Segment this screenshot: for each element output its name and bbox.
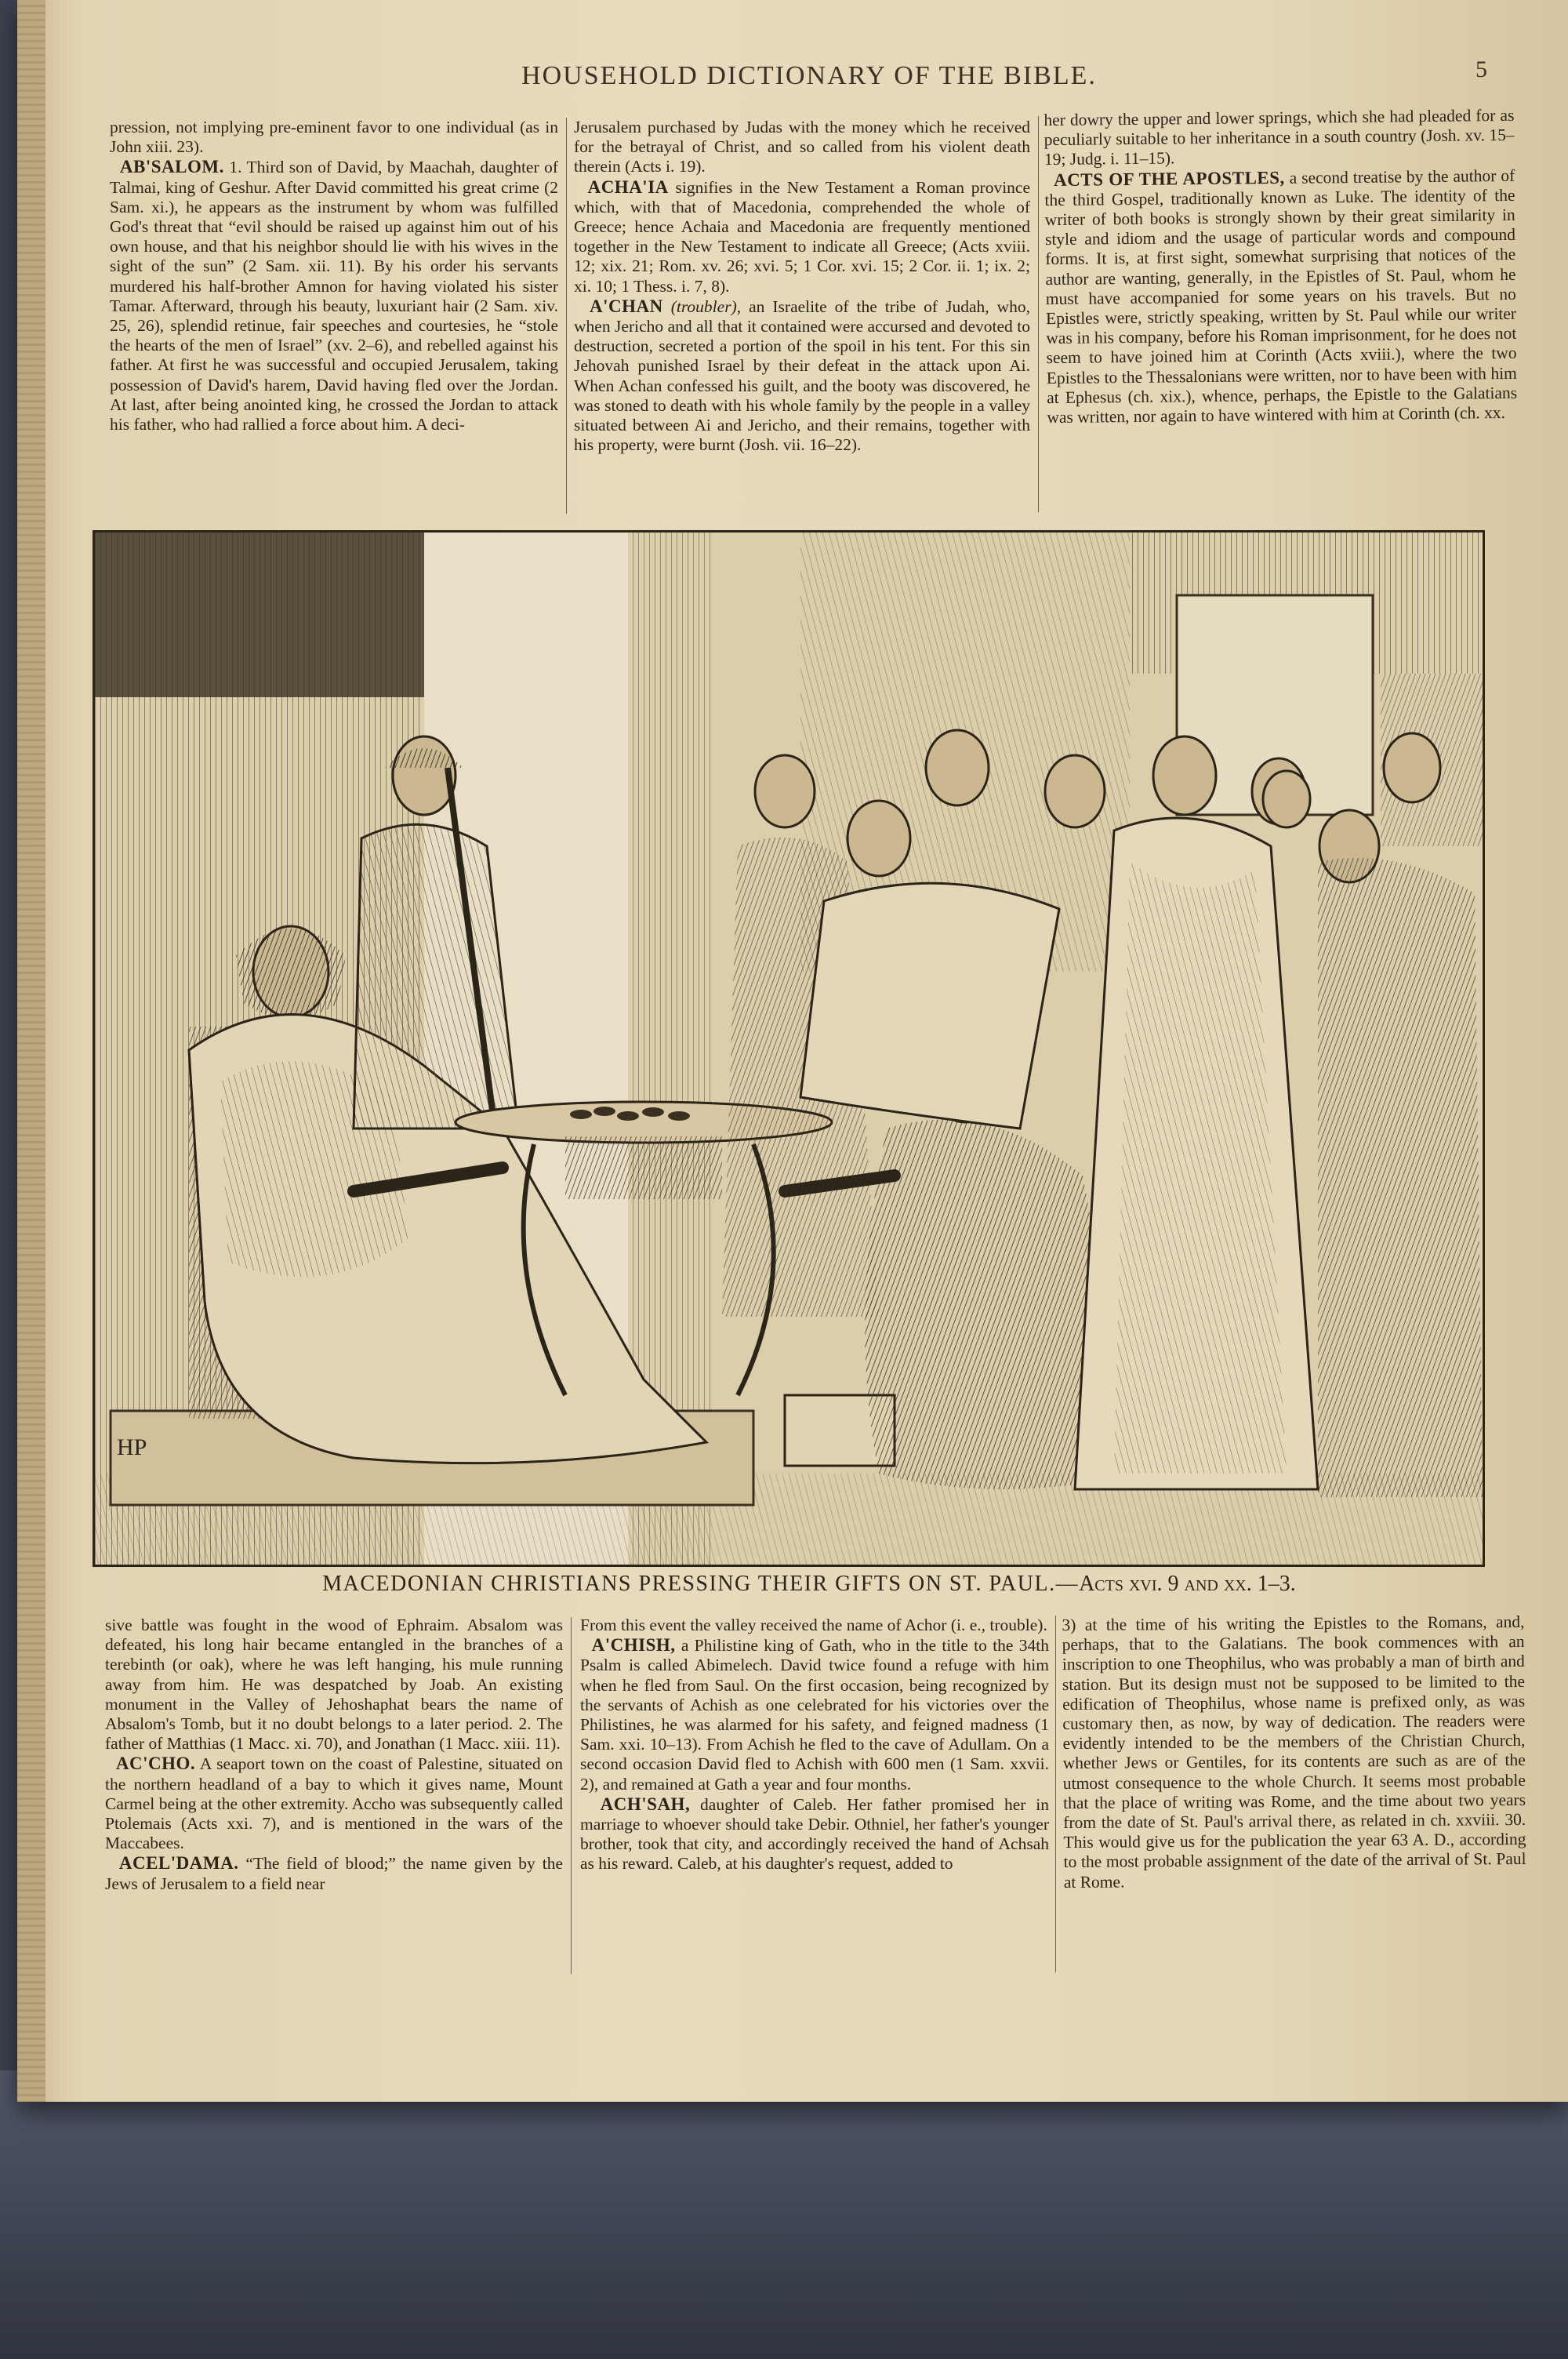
column-rule xyxy=(1055,1616,1056,1972)
paragraph: sive battle was fought in the wood of Ephraim. Absalom was defeated, his long hair became entangled in the branches of a terebinth (or oak), where he was left hanging, his mule running away from him. He was despatched by Joab. An existing monument in the Valley of Jehoshaphat bears the name of Absalom's Tomb, but it no doubt belongs to a later period. 2. The father of Matthias (1 Macc. xi. 70), and Jonathan (1 Macc. xiii. 11). xyxy=(105,1616,563,1754)
column-rule xyxy=(566,118,567,514)
caption-title: MACEDONIAN CHRISTIANS PRESSING THEIR GIFTS ON ST. PAUL.— xyxy=(322,1572,1080,1596)
bottom-column-3 xyxy=(1062,1612,1526,1978)
entry-achish: A'CHISH, a Philistine king of Gath, who in the title to the 34th Psalm is called Abimelech. David twice found a refuge with him when he fled from Saul. On the first occasion, being recognized by the servants of Achish as one celebrated for his victories over the Philistines, he was alarmed for his safety, and feigned madness (1 Sam. xxi. 10–13). From Achish he fled to the cave of Adullam. On a second occasion David fled to Achish with 600 men (1 Sam. xxvii. 2), and remained at Gath a year and four months. xyxy=(580,1635,1049,1794)
page-gutter xyxy=(17,0,45,2102)
engraving-illustration xyxy=(93,530,1485,1567)
headword: AC'CHO. xyxy=(115,1754,196,1774)
entry-achan: A'CHAN (troubler), an Israelite of the tribe of Judah, who, when Jericho and all that it contained were accursed and devoted to destruction, secreted a portion of the spoil in his tent. For this sin Jehovah punished Israel by their defeat in the attack upon Ai. When Achan confessed his guilt, and the booty was discovered, he was stoned to death with his whole family by the people in a valley situated between Ai and Jericho, and their remains, together with his property, were burnt (Josh. vii. 16–22). xyxy=(574,296,1030,455)
headword: ACHA'IA xyxy=(587,176,669,197)
paragraph: her dowry the upper and lower springs, which she had pleaded for as peculiarly suitable to her inheritance in a south country (Josh. xv. 15–19; Judg. i. 11–15). xyxy=(1044,105,1515,169)
entry-achsah: ACH'SAH, daughter of Caleb. Her father promised her in marriage to whoever should take Debir. Othniel, her father's younger brother, took that city, and accordingly received the hand of Achsah as his reward. Caleb, at his daughter's request, added to xyxy=(580,1794,1049,1874)
headword: ACH'SAH, xyxy=(600,1794,691,1814)
headword: ACEL'DAMA. xyxy=(118,1853,239,1874)
running-head: HOUSEHOLD DICTIONARY OF THE BIBLE. xyxy=(521,61,1097,90)
illustration-caption xyxy=(182,1572,1436,1597)
paragraph: Jerusalem purchased by Judas with the money which he received for the betrayal of Christ, and so called from his violent death therein (Acts i. 19). xyxy=(574,118,1030,176)
entry-achaia: ACHA'IA signifies in the New Testament a Roman province which, with that of Macedonia, comprehended the whole of Greece; hence Achaia and Macedonia are frequently mentioned together in the New Testament to indicate all Greece; (Acts xviii. 12; xix. 21; Rom. xv. 26; xvi. 5; 1 Cor. xvi. 15; 2 Cor. ii. 1; ix. 2; xi. 10; 1 Thess. i. 7, 8). xyxy=(574,176,1030,296)
book-page xyxy=(17,0,1568,2102)
headword: A'CHAN xyxy=(590,296,663,316)
column-rule xyxy=(571,1617,572,1974)
paragraph: From this event the valley received the name of Achor (i. e., trouble). xyxy=(580,1616,1047,1634)
engraving-scene xyxy=(95,533,1483,1565)
entry-accho: AC'CHO. A seaport town on the coast of Palestine, situated on the northern headland of a bay to which it gives name, Mount Carmel being at the other extremity. Accho was subsequently called Ptolemais (Acts xxi. 7), and is mentioned in the wars of the Maccabees. xyxy=(105,1754,563,1853)
bottom-column-2 xyxy=(580,1616,1049,1978)
paragraph: pression, not implying pre-eminent favor to one individual (as in John xiii. 23). xyxy=(110,118,558,157)
headword: AB'SALOM. xyxy=(119,157,224,177)
top-column-3 xyxy=(1044,106,1518,520)
entry-acts: ACTS OF THE APOSTLES, a second treatise by the author of the third Gospel, traditionally known as Luke. The identity of the writer of both books is strongly shown by their great similarity in style and idiom and the usage of particular words and compound forms. It is, at first sight, somewhat surprising that notices of the author are wanting, generally, in the Epistles of St. Paul, whom he must have accompanied for some years on his travels. But no Epistles were, strictly speaking, written by St. Paul while our writer was in his company, before his Roman imprisonment, for he does not seem to have joined him at Corinth (Acts xviii.), where the two Epistles to the Thessalonians were written, nor to have been with him at Ephesus (ch. xix.), whence, perhaps, the Epistle to the Galatians was written, nor again to have wintered with him at Corinth (ch. xx. xyxy=(1044,165,1518,427)
caption-reference: Acts xvi. 9 and xx. 1–3. xyxy=(1079,1572,1296,1596)
top-column-2 xyxy=(574,118,1030,518)
entry-absalom: AB'SALOM. 1. Third son of David, by Maachah, daughter of Talmai, king of Geshur. After David committed his great crime (2 Sam. xi.), he appears as the instrument by whom was fulfilled God's threat that “evil should be raised up against him out of his own house, and that his neighbor should lie with his wives in the sight of the sun” (2 Sam. xii. 11). By his order his servants murdered his half-brother Amnon for having violated his sister Tamar. Afterward, through his beauty, luxuriant hair (2 Sam. xiv. 25, 26), splendid retinue, fair speeches and courtesies, he “stole the hearts of the men of Israel” (xv. 2–6), and rebelled against his father. At first he was successful and occupied Jerusalem, taking possession of David's harem, David having fled over the Jordan. At last, after being anointed king, he crossed the Jordan to attack his father, who had rallied a force about him. A deci- xyxy=(110,157,558,434)
entry-aceldama: ACEL'DAMA. “The field of blood;” the name given by the Jews of Jerusalem to a field near xyxy=(105,1853,563,1893)
table-surface xyxy=(0,2070,1568,2359)
headword: A'CHISH, xyxy=(591,1635,676,1656)
engraver-monogram: HP xyxy=(117,1434,147,1460)
paragraph: 3) at the time of his writing the Epistles to the Romans, and, perhaps, that to the Galatians. The book commences with an inscription to one Theophilus, who was probably a man of birth and station. But its design must not be supposed to be limited to the edification of Theophilus, whose name is prefixed only, as was customary then, as now, by way of dedication. The readers were evidently intended to be the members of the Christian Church, whether Jews or Gentiles, for its contents are such as are of the utmost consequence to the whole Church. It seems most probable that the place of writing was Rome, and the time about two years from the date of St. Paul's arrival there, as related in ch. xxviii. 30. This would give us for the publication the year 63 A. D., according to the most probable assignment of the date of the arrival of St. Paul at Rome. xyxy=(1062,1612,1526,1892)
bottom-column-1 xyxy=(105,1616,563,1978)
headword: ACTS OF THE APOSTLES, xyxy=(1053,167,1285,190)
top-column-1 xyxy=(110,118,558,518)
page-number: 5 xyxy=(1475,56,1487,82)
column-rule xyxy=(1038,116,1039,512)
